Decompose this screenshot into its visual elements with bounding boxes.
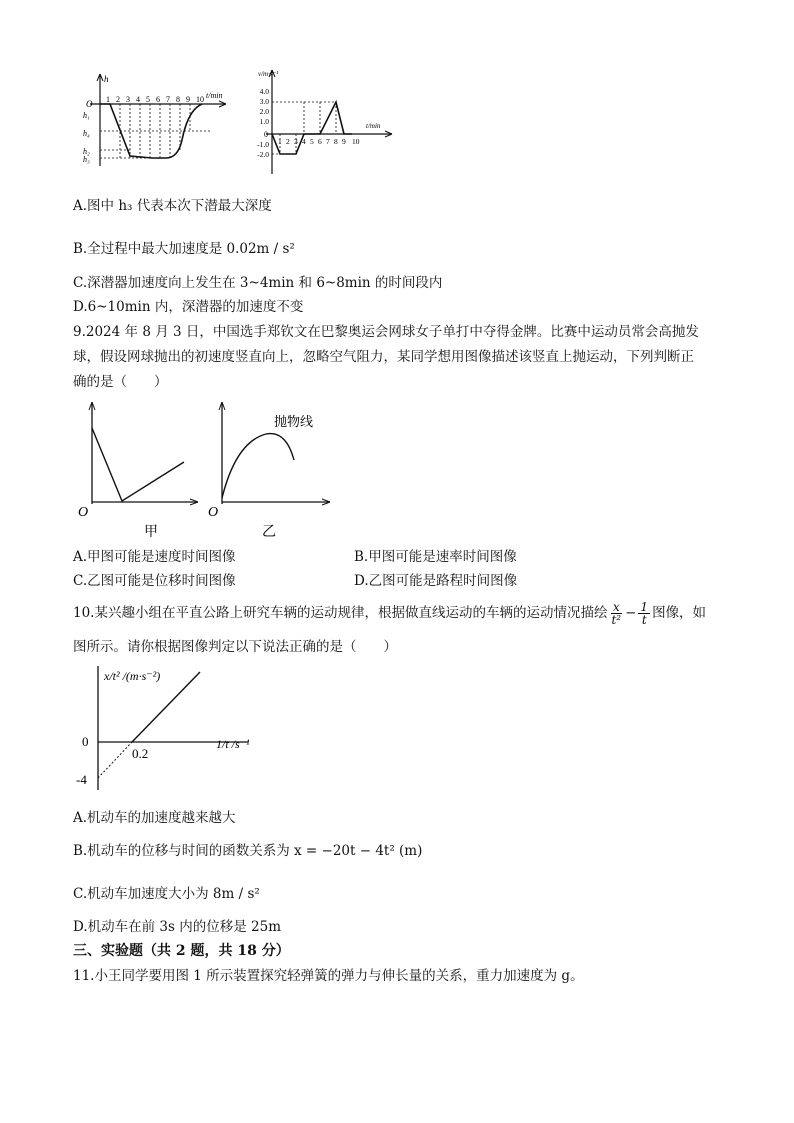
y-axis-label: x/t² /(m·s⁻²) bbox=[104, 669, 161, 683]
v-tick: 3.0 bbox=[259, 97, 269, 106]
q8-option-c: C.深潜器加速度向上发生在 3~4min 和 6~8min 的时间段内 bbox=[73, 275, 443, 291]
h-axis-label: h bbox=[104, 74, 109, 84]
q10-stem-line1 bbox=[73, 598, 706, 628]
figure-jia bbox=[74, 398, 204, 540]
t-tick: 6 bbox=[318, 137, 322, 146]
q10-stem-text: 10.某兴趣小组在平直公路上研究车辆的运动规律，根据做直线运动的车辆的运动情况描绘 bbox=[73, 605, 608, 621]
t-tick: 8 bbox=[176, 95, 180, 104]
v-tick: -2.0 bbox=[257, 150, 269, 159]
q9-option-c: C.乙图可能是位移时间图像 bbox=[73, 573, 236, 589]
origin-label: 0 bbox=[264, 130, 268, 139]
q9-stem-line2: 球，假设网球抛出的初速度竖直向上，忽略空气阻力，某同学想用图像描述该竖直上抛运动，下列判断正 bbox=[73, 349, 694, 365]
q10-stem-line2: 图所示。请你根据图像判定以下说法正确的是（ ） bbox=[73, 639, 397, 655]
h-label: h₃ bbox=[83, 155, 90, 164]
q9-option-b: B.甲图可能是速率时间图像 bbox=[354, 549, 517, 565]
t-tick: 4 bbox=[136, 95, 140, 104]
q11-stem: 11.小王同学要用图 1 所示装置探究轻弹簧的弹力与伸长量的关系，重力加速度为 g。 bbox=[73, 968, 584, 984]
origin-label: O bbox=[208, 505, 219, 520]
t-axis-label: t/min bbox=[366, 122, 381, 130]
v-tick: 2.0 bbox=[259, 107, 269, 116]
q8-option-b: B.全过程中最大加速度是 0.02m / s² bbox=[73, 241, 295, 257]
q10-option-d: D.机动车在前 3s 内的位移是 25m bbox=[73, 919, 282, 935]
t-tick: 7 bbox=[326, 137, 330, 146]
q9-stem-line1: 9.2024 年 8 月 3 日，中国选手郑钦文在巴黎奥运会网球女子单打中夺得金牌。比赛中运动员常会高抛发 bbox=[73, 324, 699, 340]
origin-label: O bbox=[78, 505, 89, 520]
v-tick: -1.0 bbox=[257, 140, 269, 149]
t-tick: 10 bbox=[352, 137, 360, 146]
q9-option-a: A.甲图可能是速度时间图像 bbox=[73, 549, 236, 565]
zero-label: 0 bbox=[82, 734, 89, 749]
t-tick: 7 bbox=[166, 95, 170, 104]
v-tick: 1.0 bbox=[259, 117, 269, 126]
figure-yi-label: 乙 bbox=[262, 525, 276, 540]
q9-option-d: D.乙图可能是路程时间图像 bbox=[354, 573, 518, 589]
v-tick: 4.0 bbox=[259, 87, 269, 96]
t-axis-label: t/min bbox=[206, 91, 223, 100]
q8-option-d: D.6~10min 内，深潜器的加速度不变 bbox=[73, 299, 304, 315]
figure-yi bbox=[206, 398, 336, 540]
t-tick: 10 bbox=[196, 95, 204, 104]
minus-sign: − bbox=[625, 605, 637, 621]
section-heading: 三、实验题（共 2 题，共 18 分） bbox=[73, 943, 290, 959]
fraction-x-over-t2: $\frac{x}{\text{t²}}$ bbox=[611, 600, 622, 627]
q10-option-c: C.机动车加速度大小为 8m / s² bbox=[73, 886, 260, 902]
parabola-label: 抛物线 bbox=[274, 414, 314, 429]
figure-jia-label: 甲 bbox=[144, 525, 158, 540]
x-axis-label: 1/t /s⁻¹ bbox=[216, 737, 250, 751]
t-tick: 9 bbox=[342, 137, 346, 146]
q8-option-a: A.图中 h₃ 代表本次下潜最大深度 bbox=[73, 198, 272, 214]
t-tick: 5 bbox=[146, 95, 150, 104]
q10-option-b: B.机动车的位移与时间的函数关系为 x = −20t − 4t² (m) bbox=[73, 843, 423, 859]
t-tick: 3 bbox=[126, 95, 130, 104]
v-axis-label: v/m·s⁻¹ bbox=[258, 70, 279, 78]
t-tick: 3 bbox=[294, 137, 298, 146]
t-tick: 1 bbox=[278, 137, 282, 146]
t-tick: 4 bbox=[302, 137, 306, 146]
depth-time-graph bbox=[78, 70, 238, 170]
q9-stem-line3: 确的是（ ） bbox=[73, 374, 168, 390]
t-tick: 8 bbox=[334, 137, 338, 146]
t-tick: 2 bbox=[116, 95, 120, 104]
q10-option-a: A.机动车的加速度越来越大 bbox=[73, 810, 236, 826]
t-tick: 5 bbox=[310, 137, 314, 146]
velocity-time-graph bbox=[248, 66, 398, 176]
q10-stem-text-end: 图像，如 bbox=[652, 605, 707, 621]
y-intercept-label: -4 bbox=[76, 772, 87, 787]
t-tick: 9 bbox=[186, 95, 190, 104]
t-tick: 6 bbox=[156, 95, 160, 104]
t-tick: 1 bbox=[106, 95, 110, 104]
origin-label: O bbox=[86, 99, 93, 109]
h-label: h₄ bbox=[83, 129, 90, 138]
q10-graph bbox=[78, 664, 258, 794]
fraction-1-over-t: $\frac{1}{t}$ bbox=[640, 600, 649, 627]
t-tick: 2 bbox=[286, 137, 290, 146]
h-label: h₂ bbox=[83, 147, 90, 156]
x-intercept-label: 0.2 bbox=[132, 746, 149, 761]
h-label: h₁ bbox=[83, 111, 90, 120]
